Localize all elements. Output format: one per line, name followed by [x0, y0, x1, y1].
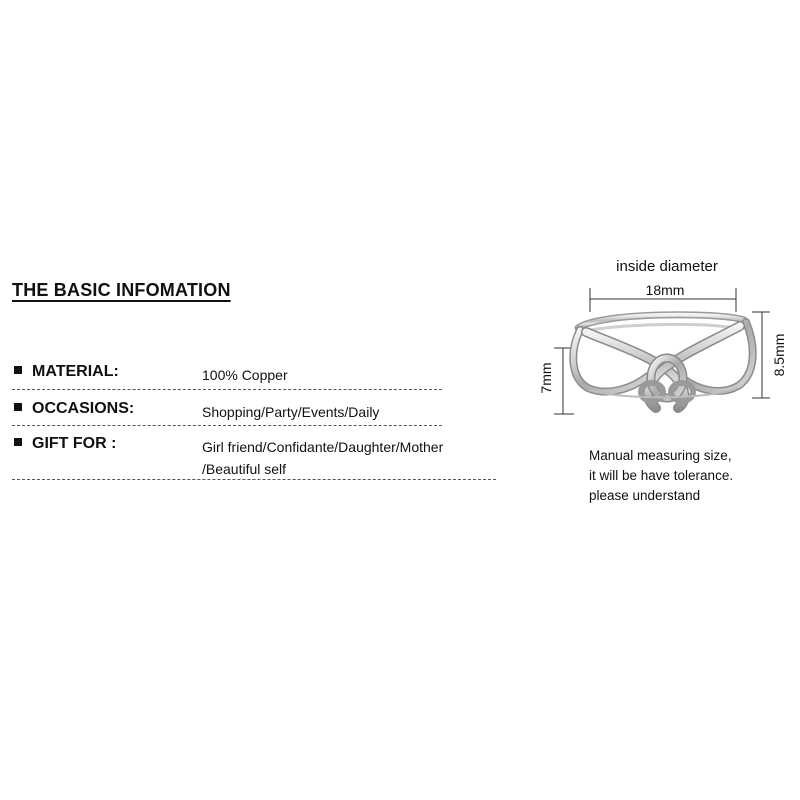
- dashed-divider: [12, 425, 442, 426]
- page-title: THE BASIC INFOMATION: [12, 280, 231, 300]
- dashed-divider: [12, 479, 496, 480]
- bullet-icon: [14, 366, 22, 374]
- infinity-knot-ring-icon: [573, 315, 752, 408]
- spec-value-line: 100% Copper: [202, 367, 288, 383]
- spec-value-line: Girl friend/Confidante/Daughter/Mother: [202, 439, 444, 455]
- bullet-icon: [14, 438, 22, 446]
- inside-diameter-label: inside diameter: [616, 258, 718, 275]
- bullet-icon: [14, 403, 22, 411]
- spec-label-text: GIFT FOR :: [32, 435, 117, 452]
- dashed-divider: [12, 389, 442, 390]
- spec-value: [202, 364, 288, 386]
- measurement-note: [589, 446, 733, 506]
- spec-row-occasions: [14, 399, 500, 429]
- spec-label: [14, 434, 116, 454]
- note-line: it will be have tolerance.: [589, 468, 734, 483]
- diameter-value: 18mm: [645, 282, 685, 298]
- spec-value: [202, 436, 443, 480]
- spec-label: [14, 362, 119, 382]
- spec-label-text: OCCASIONS:: [32, 400, 135, 417]
- ring-dimension-figure: [530, 250, 800, 420]
- spec-label: [14, 399, 134, 419]
- spec-label-text: MATERIAL:: [32, 363, 119, 380]
- spec-value-line: Shopping/Party/Events/Daily: [202, 404, 380, 420]
- height-right-value: 8.5mm: [771, 333, 787, 377]
- spec-value-line: /Beautiful self: [202, 461, 287, 477]
- note-line: please understand: [589, 488, 701, 503]
- note-line: Manual measuring size,: [589, 448, 732, 463]
- spec-row-material: [14, 362, 500, 392]
- spec-row-gift-for: [14, 434, 500, 484]
- spec-value: [202, 401, 379, 423]
- height-left-value: 7mm: [538, 362, 554, 394]
